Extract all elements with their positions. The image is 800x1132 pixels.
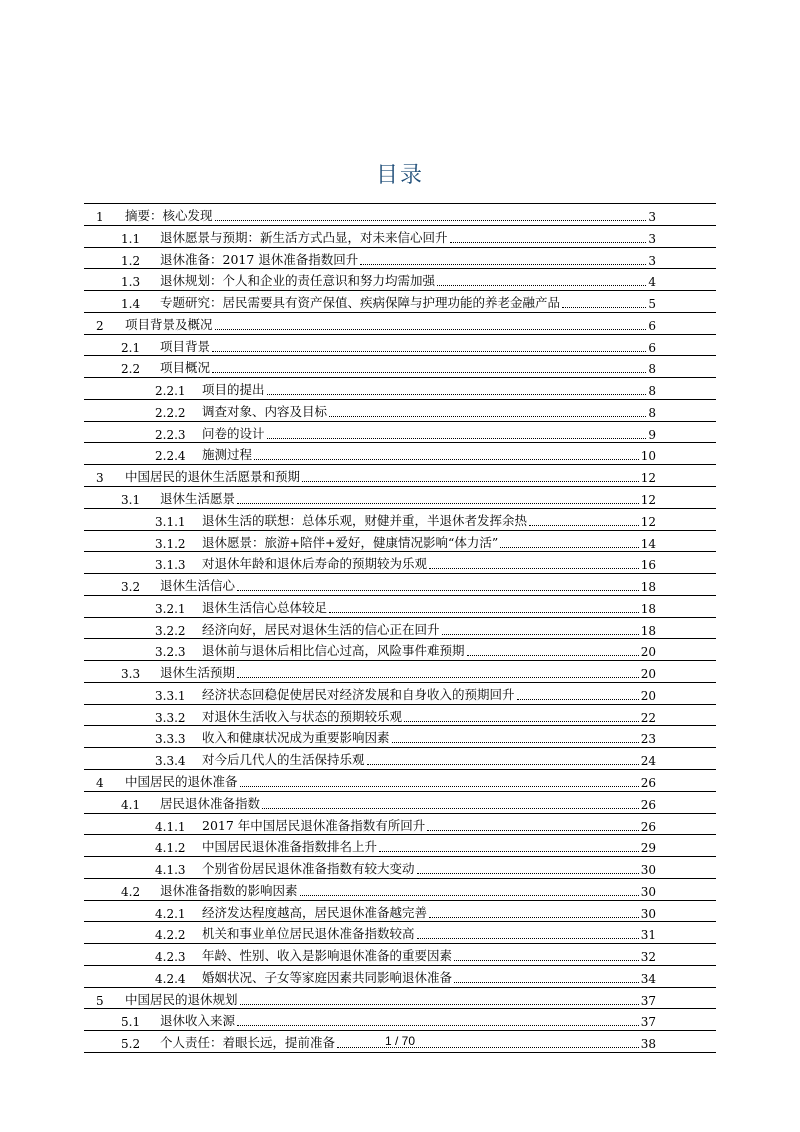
toc-entry[interactable] bbox=[0, 290, 800, 312]
toc-entry-title: 机关和事业单位居民退休准备指数较高 bbox=[202, 926, 415, 942]
toc-entry-number: 3.1.2 bbox=[155, 536, 186, 551]
toc-entry[interactable] bbox=[0, 1008, 800, 1030]
toc-entry-page: 3 bbox=[648, 231, 656, 246]
toc-entry-page: 3 bbox=[648, 210, 656, 224]
toc-entry-number: 2.2.4 bbox=[155, 449, 186, 464]
toc-entry-page: 8 bbox=[648, 384, 656, 399]
toc-entry-number: 4.2.2 bbox=[155, 928, 186, 943]
toc-entry-page: 14 bbox=[640, 536, 656, 551]
toc-dot-leader bbox=[500, 547, 638, 548]
toc-entry-number: 2.2.1 bbox=[155, 384, 186, 399]
toc-entry-page: 3 bbox=[648, 253, 656, 268]
toc-entry-title: 退休愿景与预期：新生活方式凸显，对未来信心回升 bbox=[160, 229, 448, 245]
toc-entry[interactable] bbox=[0, 334, 800, 356]
toc-entry-number: 1.1 bbox=[121, 231, 141, 246]
toc-dot-leader bbox=[329, 612, 639, 613]
toc-entry-page: 20 bbox=[640, 688, 656, 703]
toc-entry[interactable] bbox=[0, 312, 800, 334]
toc-entry[interactable] bbox=[0, 660, 800, 682]
toc-entry-page: 18 bbox=[640, 623, 656, 638]
toc-entry-title: 退休准备：2017 退休准备指数回升 bbox=[160, 251, 359, 267]
toc-entry-page: 6 bbox=[648, 318, 656, 333]
toc-dot-leader bbox=[429, 568, 639, 569]
toc-dot-leader bbox=[379, 851, 639, 852]
toc-dot-leader bbox=[254, 459, 639, 460]
toc-entry-number: 5.2 bbox=[121, 1037, 141, 1052]
toc-row-divider bbox=[84, 1052, 716, 1053]
toc-entry-page: 26 bbox=[640, 819, 656, 834]
toc-entry[interactable] bbox=[0, 921, 800, 943]
toc-entry[interactable] bbox=[0, 682, 800, 704]
toc-entry-page: 38 bbox=[640, 1037, 656, 1052]
toc-entry-title: 退休准备指数的影响因素 bbox=[160, 882, 298, 898]
toc-entry-title: 年龄、性别、收入是影响退休准备的重要因素 bbox=[202, 948, 453, 964]
toc-entry-number: 3.1.3 bbox=[155, 558, 186, 573]
toc-dot-leader bbox=[237, 590, 639, 591]
toc-entry[interactable] bbox=[0, 638, 800, 660]
toc-dot-leader bbox=[267, 394, 647, 395]
toc-dot-leader bbox=[454, 960, 639, 961]
toc-entry-number: 4.1.2 bbox=[155, 841, 186, 856]
toc-entry-title: 退休生活信心总体较足 bbox=[202, 599, 328, 615]
toc-entry-title: 退休规划：个人和企业的责任意识和努力均需加强 bbox=[160, 273, 436, 289]
toc-entry-title: 项目的提出 bbox=[202, 382, 265, 398]
toc-entry-number: 3.3 bbox=[121, 667, 141, 682]
toc-dot-leader bbox=[417, 873, 639, 874]
toc-entry-number: 1 bbox=[96, 210, 104, 224]
toc-entry-number: 3.1.1 bbox=[155, 514, 186, 529]
toc-dot-leader bbox=[529, 525, 639, 526]
toc-entry-title: 退休前与退休后相比信心过高，风险事件难预期 bbox=[202, 643, 465, 659]
toc-dot-leader bbox=[215, 329, 647, 330]
toc-entry[interactable] bbox=[0, 769, 800, 791]
toc-entry-page: 31 bbox=[640, 928, 656, 943]
toc-entry[interactable] bbox=[0, 486, 800, 508]
toc-dot-leader bbox=[329, 416, 646, 417]
toc-entry[interactable] bbox=[0, 617, 800, 639]
toc-entry-number: 2.1 bbox=[121, 340, 141, 355]
toc-entry[interactable] bbox=[0, 464, 800, 486]
toc-entry-title: 项目背景 bbox=[160, 338, 211, 354]
toc-entry-title: 专题研究：居民需要具有资产保值、疾病保障与护理功能的养老金融产品 bbox=[160, 295, 561, 311]
toc-dot-leader bbox=[417, 938, 639, 939]
toc-entry-page: 16 bbox=[640, 558, 656, 573]
toc-entry[interactable] bbox=[0, 878, 800, 900]
toc-entry-page: 18 bbox=[640, 580, 656, 595]
toc-dot-leader bbox=[442, 634, 639, 635]
toc-entry[interactable] bbox=[0, 268, 800, 290]
toc-entry-page: 26 bbox=[640, 776, 656, 791]
toc-dot-leader bbox=[267, 438, 647, 439]
toc-entry-title: 摘要：核心发现 bbox=[125, 208, 213, 223]
toc-entry-number: 3.2.2 bbox=[155, 623, 186, 638]
toc-entry-page: 23 bbox=[640, 732, 656, 747]
toc-dot-leader bbox=[212, 372, 646, 373]
toc-entry[interactable] bbox=[0, 856, 800, 878]
toc-entry-page: 12 bbox=[640, 471, 656, 486]
toc-entry-title: 对退休年龄和退休后寿命的预期较为乐观 bbox=[202, 556, 428, 572]
toc-entry-page: 26 bbox=[640, 797, 656, 812]
toc-dot-leader bbox=[237, 1025, 639, 1026]
toc-dot-leader bbox=[427, 830, 638, 831]
toc-entry[interactable] bbox=[0, 247, 800, 269]
toc-entry-number: 3 bbox=[96, 471, 104, 486]
toc-entry-number: 4.2 bbox=[121, 884, 141, 899]
toc-entry[interactable] bbox=[0, 965, 800, 987]
toc-entry[interactable] bbox=[0, 421, 800, 443]
toc-dot-leader bbox=[300, 895, 639, 896]
toc-entry[interactable] bbox=[0, 791, 800, 813]
toc-entry-title: 经济向好，居民对退休生活的信心正在回升 bbox=[202, 621, 440, 637]
toc-entry[interactable] bbox=[0, 508, 800, 530]
toc-entry-page: 20 bbox=[640, 667, 656, 682]
toc-entry-page: 30 bbox=[640, 884, 656, 899]
toc-entry[interactable] bbox=[0, 530, 800, 552]
toc-dot-leader bbox=[367, 764, 639, 765]
toc-entry[interactable] bbox=[0, 987, 800, 1009]
toc-entry-title: 退休生活的联想：总体乐观，财健并重，半退休者发挥余热 bbox=[202, 512, 528, 528]
toc-entry[interactable] bbox=[0, 225, 800, 247]
toc-dot-leader bbox=[450, 242, 647, 243]
toc-entry-number: 4.1 bbox=[121, 797, 141, 812]
toc-entry-number: 3.2.1 bbox=[155, 601, 186, 616]
toc-dot-leader bbox=[262, 808, 639, 809]
toc-entry-number: 2.2.2 bbox=[155, 405, 186, 420]
toc-entry[interactable] bbox=[0, 551, 800, 573]
toc-entry-title: 收入和健康状况成为重要影响因素 bbox=[202, 730, 390, 746]
toc-entry-number: 4.1.1 bbox=[155, 819, 186, 834]
toc-entry-title: 对今后几代人的生活保持乐观 bbox=[202, 752, 365, 768]
toc-dot-leader bbox=[215, 220, 647, 221]
toc-entry-page: 6 bbox=[648, 340, 656, 355]
toc-entry[interactable] bbox=[0, 203, 800, 225]
toc-entry[interactable] bbox=[0, 725, 800, 747]
toc-entry-page: 30 bbox=[640, 863, 656, 878]
toc-entry-page: 8 bbox=[648, 405, 656, 420]
toc-entry-page: 10 bbox=[640, 449, 656, 464]
toc-dot-leader bbox=[467, 655, 639, 656]
toc-entry-number: 3.3.2 bbox=[155, 710, 186, 725]
toc-entry-page: 34 bbox=[640, 971, 656, 986]
toc-entry-number: 4.1.3 bbox=[155, 863, 186, 878]
toc-entry-number: 5 bbox=[96, 993, 104, 1008]
toc-entry[interactable] bbox=[0, 355, 800, 377]
toc-entry-number: 2.2 bbox=[121, 362, 141, 377]
toc-entry-title: 对退休生活收入与状态的预期较乐观 bbox=[202, 708, 403, 724]
toc-entry-page: 24 bbox=[640, 754, 656, 769]
toc-entry-page: 18 bbox=[640, 601, 656, 616]
toc-dot-leader bbox=[360, 264, 646, 265]
toc-entry-page: 8 bbox=[648, 362, 656, 377]
toc-entry-number: 3.3.1 bbox=[155, 688, 186, 703]
toc-entry-page: 30 bbox=[640, 906, 656, 921]
toc-entry-title: 项目概况 bbox=[160, 360, 211, 376]
toc-dot-leader bbox=[237, 677, 639, 678]
toc-entry-title: 项目背景及概况 bbox=[125, 316, 213, 332]
toc-entry-page: 29 bbox=[640, 841, 656, 856]
toc-entry[interactable] bbox=[0, 747, 800, 769]
toc-entry-number: 4.2.1 bbox=[155, 906, 186, 921]
toc-entry-page: 20 bbox=[640, 645, 656, 660]
toc-entry[interactable] bbox=[0, 834, 800, 856]
toc-entry-number: 3.3.3 bbox=[155, 732, 186, 747]
toc-entry-number: 4.2.4 bbox=[155, 971, 186, 986]
toc-dot-leader bbox=[429, 917, 639, 918]
toc-entry-title: 退休生活愿景 bbox=[160, 491, 236, 506]
toc-entry-page: 12 bbox=[640, 514, 656, 529]
toc-dot-leader bbox=[240, 786, 639, 787]
toc-entry-page: 32 bbox=[640, 950, 656, 965]
toc-dot-leader bbox=[240, 1004, 639, 1005]
toc-top-divider bbox=[84, 203, 716, 204]
toc-entry[interactable] bbox=[0, 442, 800, 464]
toc-entry[interactable] bbox=[0, 573, 800, 595]
toc-dot-leader bbox=[302, 481, 639, 482]
toc-entry-title: 退休愿景：旅游+陪伴+爱好，健康情况影响“体力活” bbox=[202, 534, 499, 550]
toc-entry-title: 2017 年中国居民退休准备指数有所回升 bbox=[202, 817, 426, 833]
toc-entry-title: 中国居民的退休生活愿景和预期 bbox=[125, 469, 301, 485]
page-title: 目录 bbox=[375, 163, 424, 188]
toc-entry[interactable] bbox=[0, 704, 800, 726]
toc-entry-title: 个人责任：着眼长远，提前准备 bbox=[160, 1035, 336, 1051]
toc-entry-page: 4 bbox=[648, 275, 656, 290]
toc-entry-title: 中国居民退休准备指数排名上升 bbox=[202, 839, 378, 855]
toc-entry-number: 2 bbox=[96, 318, 104, 333]
toc-entry[interactable] bbox=[0, 813, 800, 835]
toc-dot-leader bbox=[437, 285, 646, 286]
toc-entry-title: 问卷的设计 bbox=[202, 425, 265, 441]
toc-entry-number: 2.2.3 bbox=[155, 427, 186, 442]
toc-dot-leader bbox=[212, 351, 646, 352]
toc-entry-page: 37 bbox=[640, 993, 656, 1008]
toc-entry[interactable] bbox=[0, 377, 800, 399]
page-number: 1 / 70 bbox=[384, 1034, 416, 1048]
toc-entry-number: 1.4 bbox=[121, 297, 141, 312]
toc-entry[interactable] bbox=[0, 943, 800, 965]
toc-entry-title: 居民退休准备指数 bbox=[160, 795, 261, 811]
toc-entry-number: 4 bbox=[96, 776, 104, 791]
toc-dot-leader bbox=[392, 742, 639, 743]
toc-entry-title: 婚姻状况、子女等家庭因素共同影响退休准备 bbox=[202, 969, 453, 985]
toc-entry-title: 中国居民的退休规划 bbox=[125, 991, 238, 1007]
toc-entry-title: 退休生活信心 bbox=[160, 578, 236, 594]
toc-entry-number: 4.2.3 bbox=[155, 950, 186, 965]
toc-entry-number: 3.3.4 bbox=[155, 754, 186, 769]
toc-dot-leader bbox=[454, 982, 639, 983]
toc-entry-title: 退休生活预期 bbox=[160, 665, 236, 681]
toc-entry-title: 经济发达程度越高，居民退休准备越完善 bbox=[202, 904, 428, 920]
toc-dot-leader bbox=[517, 699, 639, 700]
toc-dot-leader bbox=[237, 503, 639, 504]
toc-entry-number: 5.1 bbox=[121, 1015, 141, 1030]
toc-dot-leader bbox=[562, 307, 646, 308]
toc-entry[interactable] bbox=[0, 900, 800, 922]
toc-entry[interactable] bbox=[0, 399, 800, 421]
toc-entry-number: 3.2.3 bbox=[155, 645, 186, 660]
toc-entry-number: 1.2 bbox=[121, 253, 141, 268]
toc-entry[interactable] bbox=[0, 595, 800, 617]
toc-entry-page: 5 bbox=[648, 297, 656, 312]
toc-entry-page: 22 bbox=[640, 710, 656, 725]
toc-entry-number: 1.3 bbox=[121, 275, 141, 290]
toc-dot-leader bbox=[404, 721, 639, 722]
toc-entry-title: 调查对象、内容及目标 bbox=[202, 403, 328, 419]
toc-entry-title: 施测过程 bbox=[202, 447, 253, 463]
toc-entry-page: 12 bbox=[640, 493, 656, 507]
toc-entry-title: 经济状态回稳促使居民对经济发展和自身收入的预期回升 bbox=[202, 686, 515, 702]
toc-entry-title: 退休收入来源 bbox=[160, 1013, 236, 1029]
toc-entry-title: 中国居民的退休准备 bbox=[125, 774, 238, 790]
toc-entry-page: 37 bbox=[640, 1015, 656, 1030]
toc-entry-number: 3.2 bbox=[121, 580, 141, 595]
toc-entry-number: 3.1 bbox=[121, 493, 141, 507]
toc-entry-page: 9 bbox=[648, 427, 656, 442]
toc-entry-title: 个别省份居民退休准备指数有较大变动 bbox=[202, 861, 415, 877]
